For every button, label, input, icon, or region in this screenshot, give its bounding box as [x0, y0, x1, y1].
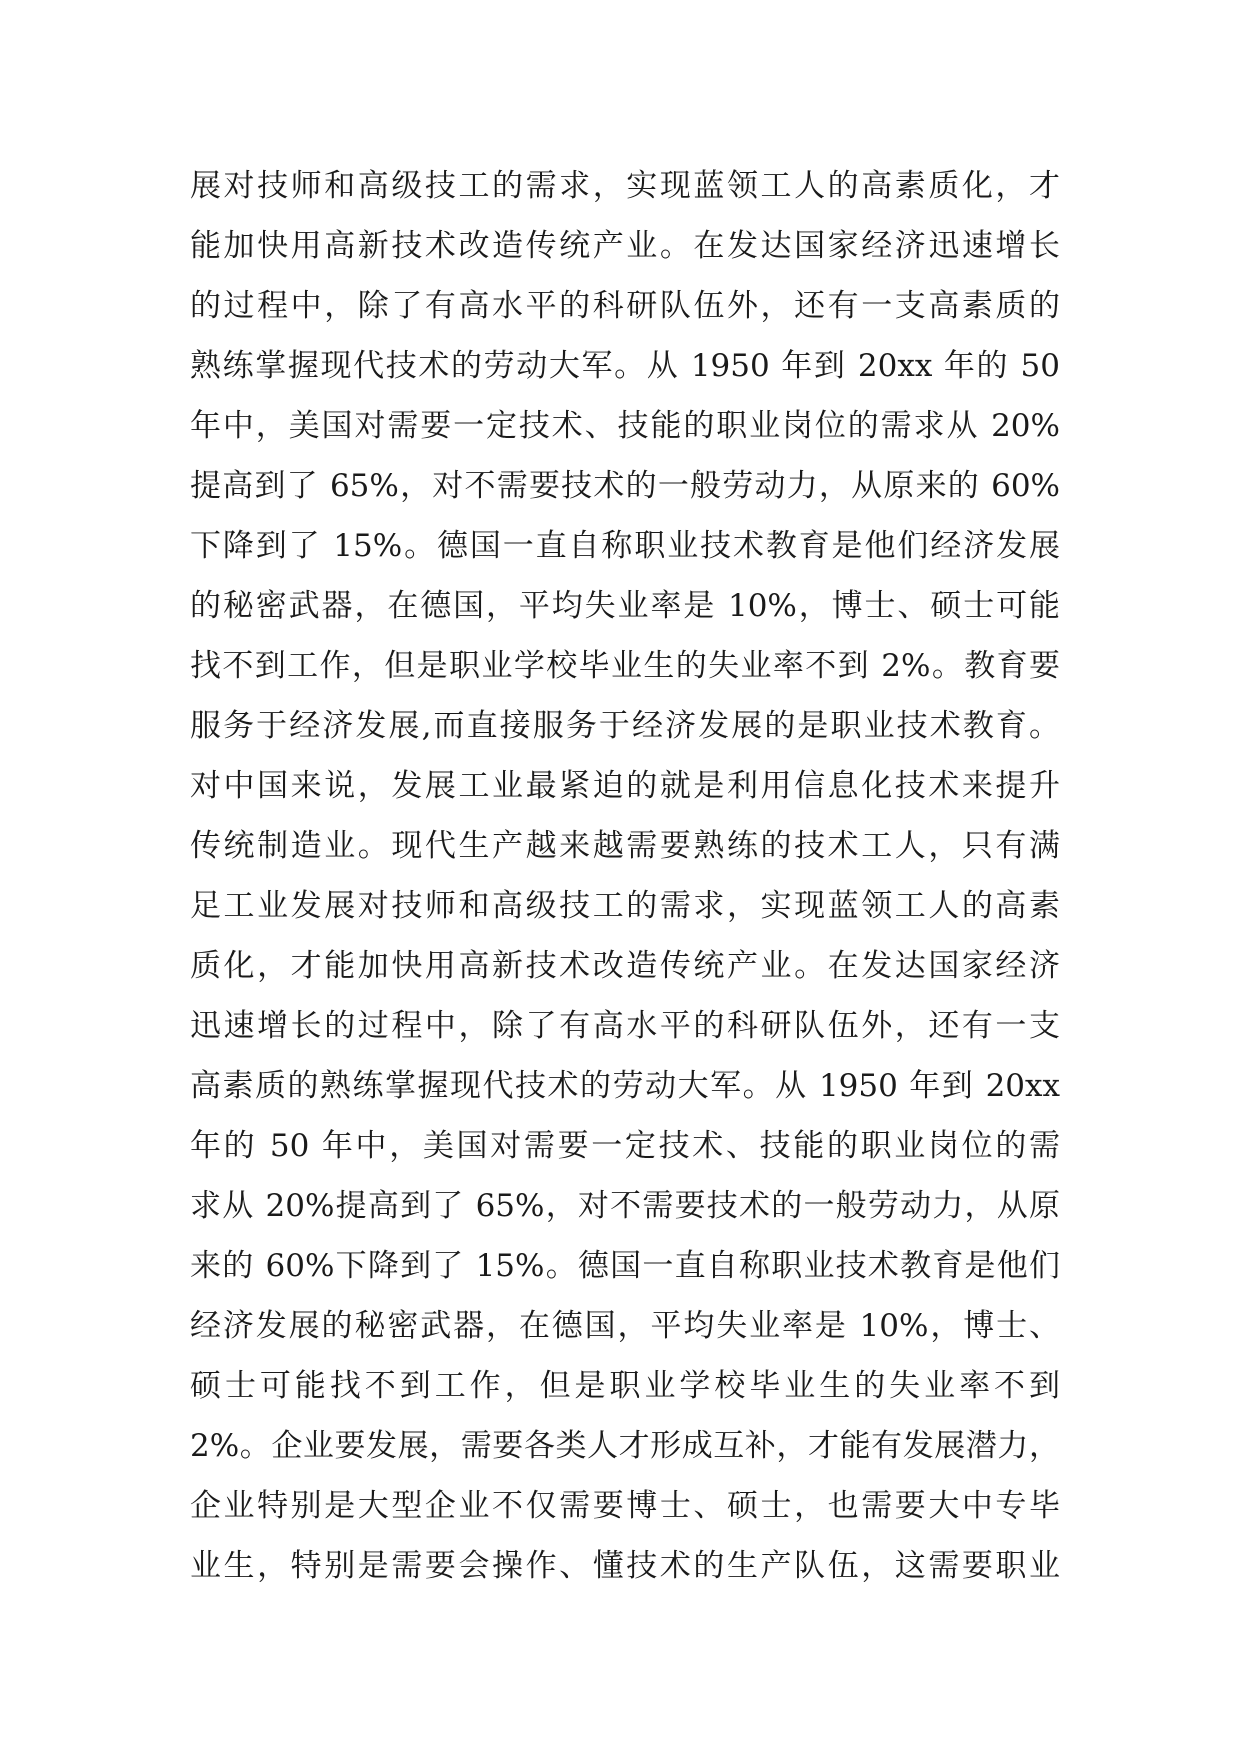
- text-line-23: 企业特别是大型企业不仅需要博士、硕士，也需要大中专毕: [190, 1488, 1060, 1524]
- text-line-1: 展对技师和高级技工的需求，实现蓝领工人的高素质化，才: [190, 168, 1060, 204]
- text-line-22: 2%。企业要发展，需要各类人才形成互补，才能有发展潜力，: [190, 1428, 1060, 1464]
- text-line-17: 年的 50 年中，美国对需要一定技术、技能的职业岗位的需: [190, 1128, 1060, 1164]
- text-line-9: 找不到工作，但是职业学校毕业生的失业率不到 2%。教育要: [190, 648, 1060, 684]
- text-line-8: 的秘密武器，在德国，平均失业率是 10%，博士、硕士可能: [190, 588, 1060, 624]
- text-line-11: 对中国来说，发展工业最紧迫的就是利用信息化技术来提升: [190, 768, 1060, 804]
- text-line-2: 能加快用高新技术改造传统产业。在发达国家经济迅速增长: [190, 228, 1060, 264]
- text-line-16: 高素质的熟练掌握现代技术的劳动大军。从 1950 年到 20xx: [190, 1068, 1060, 1104]
- text-line-3: 的过程中，除了有高水平的科研队伍外，还有一支高素质的: [190, 288, 1060, 324]
- text-line-24: 业生，特别是需要会操作、懂技术的生产队伍，这需要职业: [190, 1548, 1060, 1584]
- text-line-13: 足工业发展对技师和高级技工的需求，实现蓝领工人的高素: [190, 888, 1060, 924]
- text-line-7: 下降到了 15%。德国一直自称职业技术教育是他们经济发展: [190, 528, 1060, 564]
- text-line-19: 来的 60%下降到了 15%。德国一直自称职业技术教育是他们: [190, 1248, 1060, 1284]
- text-line-21: 硕士可能找不到工作，但是职业学校毕业生的失业率不到: [190, 1368, 1060, 1404]
- text-line-4: 熟练掌握现代技术的劳动大军。从 1950 年到 20xx 年的 50: [190, 348, 1060, 384]
- text-line-20: 经济发展的秘密武器，在德国，平均失业率是 10%，博士、: [190, 1308, 1060, 1344]
- text-line-6: 提高到了 65%，对不需要技术的一般劳动力，从原来的 60%: [190, 468, 1060, 504]
- text-line-14: 质化，才能加快用高新技术改造传统产业。在发达国家经济: [190, 948, 1060, 984]
- text-line-12: 传统制造业。现代生产越来越需要熟练的技术工人，只有满: [190, 828, 1060, 864]
- body-text: [190, 156, 1060, 1596]
- text-line-5: 年中，美国对需要一定技术、技能的职业岗位的需求从 20%: [190, 408, 1060, 444]
- text-line-15: 迅速增长的过程中，除了有高水平的科研队伍外，还有一支: [190, 1008, 1060, 1044]
- text-line-18: 求从 20%提高到了 65%，对不需要技术的一般劳动力，从原: [190, 1188, 1060, 1224]
- text-line-10: 服务于经济发展,而直接服务于经济发展的是职业技术教育。: [190, 708, 1060, 744]
